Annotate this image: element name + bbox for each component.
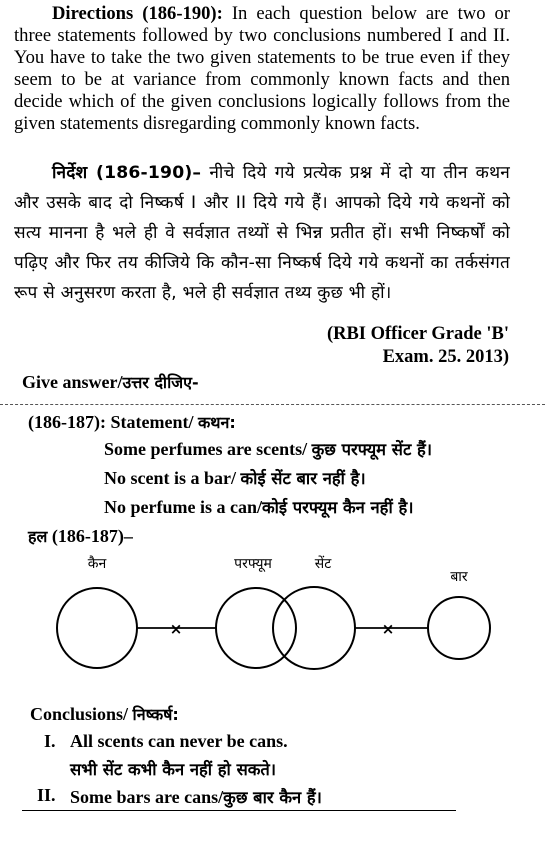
separator-mark-2: × <box>381 620 395 638</box>
conclusions-header <box>30 703 179 725</box>
dashed-divider <box>0 404 545 405</box>
circle-can <box>57 588 137 668</box>
venn-diagram <box>0 548 545 698</box>
solution-header-en: (186-187)– <box>47 526 133 546</box>
directions-text: In each question below are two or three statements followed by two conclusions numbered I and II. You have to take the two given statements to be true even if they seem to be at variance from commonly known facts and then decide which of the given conclusions logically follows from the given statements disregarding commonly known facts. <box>14 3 510 134</box>
conclusion-1-en: All scents can never be cans. <box>70 731 288 751</box>
bottom-rule <box>22 810 456 811</box>
separator-mark-1: × <box>169 620 183 638</box>
statement-3 <box>104 495 413 518</box>
statement-3-en: No perfume is a can/ <box>104 497 262 517</box>
circle-scent <box>273 587 355 669</box>
label-perfume: परफ्यूम <box>234 556 272 572</box>
directions-hindi-label: निर्देश (186-190)– <box>52 163 202 183</box>
solution-header-hi: हल <box>28 527 48 546</box>
statement-header-hi: कथन: <box>197 413 236 432</box>
statement-2-hi: कोई सेंट बार नहीं है। <box>240 469 366 488</box>
conclusion-1-hi-text: सभी सेंट कभी कैन नहीं हो सकते। <box>70 760 277 779</box>
conclusion-2-number: II. <box>37 785 56 805</box>
give-answer-hi: उत्तर दीजिए- <box>122 373 199 392</box>
statement-header <box>28 411 236 433</box>
source-line-1: (RBI Officer Grade 'B' <box>326 324 509 344</box>
give-answer <box>22 371 199 393</box>
conclusion-2-en: Some bars are cans/ <box>70 787 224 807</box>
give-answer-en: Give answer/ <box>22 372 123 392</box>
conclusion-2 <box>70 785 322 808</box>
directions-hindi <box>14 158 510 308</box>
directions-hindi-text: नीचे दिये गये प्रत्येक प्रश्न में दो या तीन कथन और उसके बाद दो निष्कर्ष I और II दिये गये हैं। आपको दिये गये कथनों को सत्य मानना है भले ही वे सर्वज्ञात तथ्यों से भिन्न प्रतीत हों। सभी निष्कर्षों को पढ़िए और फिर तय कीजिये कि कौन-सा निष्कर्ष दिये गये कथनों का तर्कसंगत रूप से अनुसरण करता है, भले ही सर्वज्ञात तथ्य कुछ भी हों। <box>14 163 511 303</box>
statement-header-en: (186-187): Statement/ <box>28 412 198 432</box>
solution-header <box>28 525 133 547</box>
conclusion-2-hi: कुछ बार कैन हैं। <box>223 788 322 807</box>
statement-2-en: No scent is a bar/ <box>104 468 241 488</box>
directions-english <box>14 3 510 135</box>
statement-1 <box>104 437 432 460</box>
statement-2 <box>104 466 366 489</box>
statement-3-hi: कोई परफ्यूम कैन नहीं है। <box>261 498 414 517</box>
label-can: कैन <box>87 556 107 572</box>
conclusion-1-number: I. <box>44 731 56 751</box>
label-scent: सेंट <box>314 556 332 572</box>
conclusions-header-hi: निष्कर्ष: <box>132 705 179 724</box>
exam-source <box>249 323 509 369</box>
statement-1-en: Some perfumes are scents/ <box>104 439 312 459</box>
circle-bar <box>428 597 490 659</box>
conclusions-header-en: Conclusions/ <box>30 704 133 724</box>
label-bar: बार <box>450 569 468 585</box>
conclusion-1-hi <box>70 757 276 780</box>
directions-label: Directions (186-190): <box>52 3 223 24</box>
source-line-2: Exam. 25. 2013) <box>382 347 509 367</box>
statement-1-hi: कुछ परफ्यूम सेंट हैं। <box>311 440 433 459</box>
